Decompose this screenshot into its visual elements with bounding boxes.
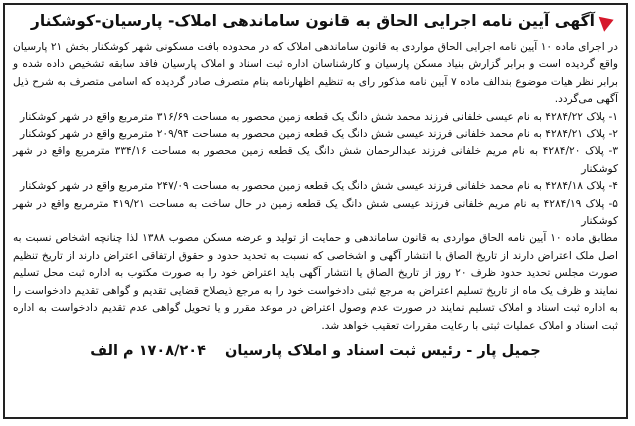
notice-title: آگهی آیین نامه اجرایی الحاق به قانون ساماندهی املاک- پارسیان-کوشکنار <box>30 12 595 31</box>
notice-header <box>13 9 614 35</box>
parcel-list <box>13 109 618 231</box>
signature-line <box>13 343 618 359</box>
signatory: جمیل پار - رئیس ثبت اسناد و املاک پارسیان <box>225 342 541 359</box>
legal-notice <box>3 3 628 419</box>
notice-intro: در اجرای ماده ۱۰ آیین نامه اجرایی الحاق مواردی به قانون ساماندهی املاک که در محدوده بافت مسکونی شهر کوشکنار بخش ۲۱ پارسیان واقع گردیده است و برابر گزارش بنیاد مسکن پارسیان و کارشناسان اداره ثبت اسناد و املاک پارسیان فاقد سابقه تشخیص داده شده و برابر نظر هیات موضوع بندالف ماده ۷ آیین نامه مذکور رای به تنظیم اظهارنامه بنام متصرف صادر گردیده که اسامی متصرف به شرح ذیل آگهی می‌گردد. <box>13 41 618 106</box>
objection-terms: مطابق ماده ۱۰ آیین نامه الحاق مواردی به قانون ساماندهی و حمایت از تولید و عرضه مسکن مصوب ۱۳۸۸ لذا چنانچه اشخاص نسبت به اصل ملک اعتراض دارند از تاریخ الصاق با انتشار آگهی و اشخاصی که نسبت به تحدید حدود و حقوق ارتفاقی اعتراض دارند از تاریخ تنظیم صورت مجلس تحدید حدود ظرف ۲۰ روز از تاریخ الصاق یا انتشار آگهی باید اعتراض خود را به صورت مکتوب به اداره ثبت محل تسلیم نمایند و ظرف یک ماه از تاریخ تسلیم اعتراض به مرجع ثبتی دادخواست خود را به مرجع ذیصلاح قضایی تقدیم و گواهی تقدیم دادخواست را به اداره ثبت اسناد و املاک تسلیم نمایند در صورت عدم وصول اعتراض در موعد مقرر و یا تحویل گواهی عدم تقدیم دادخواست به اداره ثبت اسناد و املاک عملیات ثبتی با رعایت مقررات تعقیب خواهد شد. <box>13 232 619 332</box>
parcel-item: ۵- پلاک ۴۲۸۴/۱۹ به نام مریم خلفانی فرزند عیسی شش دانگ یک قطعه زمین در حال ساخت به مساحت ۴۱۹/۲۱ مترمربع واقع در شهر کوشکنار <box>13 197 618 228</box>
triangle-marker-icon <box>599 12 617 31</box>
parcel-item: ۲- پلاک ۴۲۸۴/۲۱ به نام محمد خلفانی فرزند عیسی شش دانگ یک قطعه زمین محصور به مساحت ۲۰۹/۹۴ مترمربع واقع در شهر کوشکنار <box>20 128 618 141</box>
parcel-item: ۱- پلاک ۴۲۸۴/۲۲ به نام عیسی خلفانی فرزند محمد شش دانگ یک قطعه زمین محصور به مساحت ۳۱۶/۶۹ مترمربع واقع در شهر کوشکنار <box>20 110 618 123</box>
notice-code: ۱۷۰۸/۲۰۴ م الف <box>90 342 206 359</box>
parcel-item: ۳- پلاک ۴۲۸۴/۲۰ به نام مریم خلفانی فرزند عبدالرحمان شش دانگ یک قطعه زمین محصور به مساحت ۳۳۴/۱۶ مترمربع واقع در شهر کوشکنار <box>13 145 619 175</box>
parcel-item: ۴- پلاک ۴۲۸۴/۱۸ به نام محمد خلفانی فرزند عیسی شش دانگ یک قطعه زمین محصور به مساحت ۲۴۷/۰۹ مترمربع واقع در شهر کوشکنار <box>20 180 618 193</box>
